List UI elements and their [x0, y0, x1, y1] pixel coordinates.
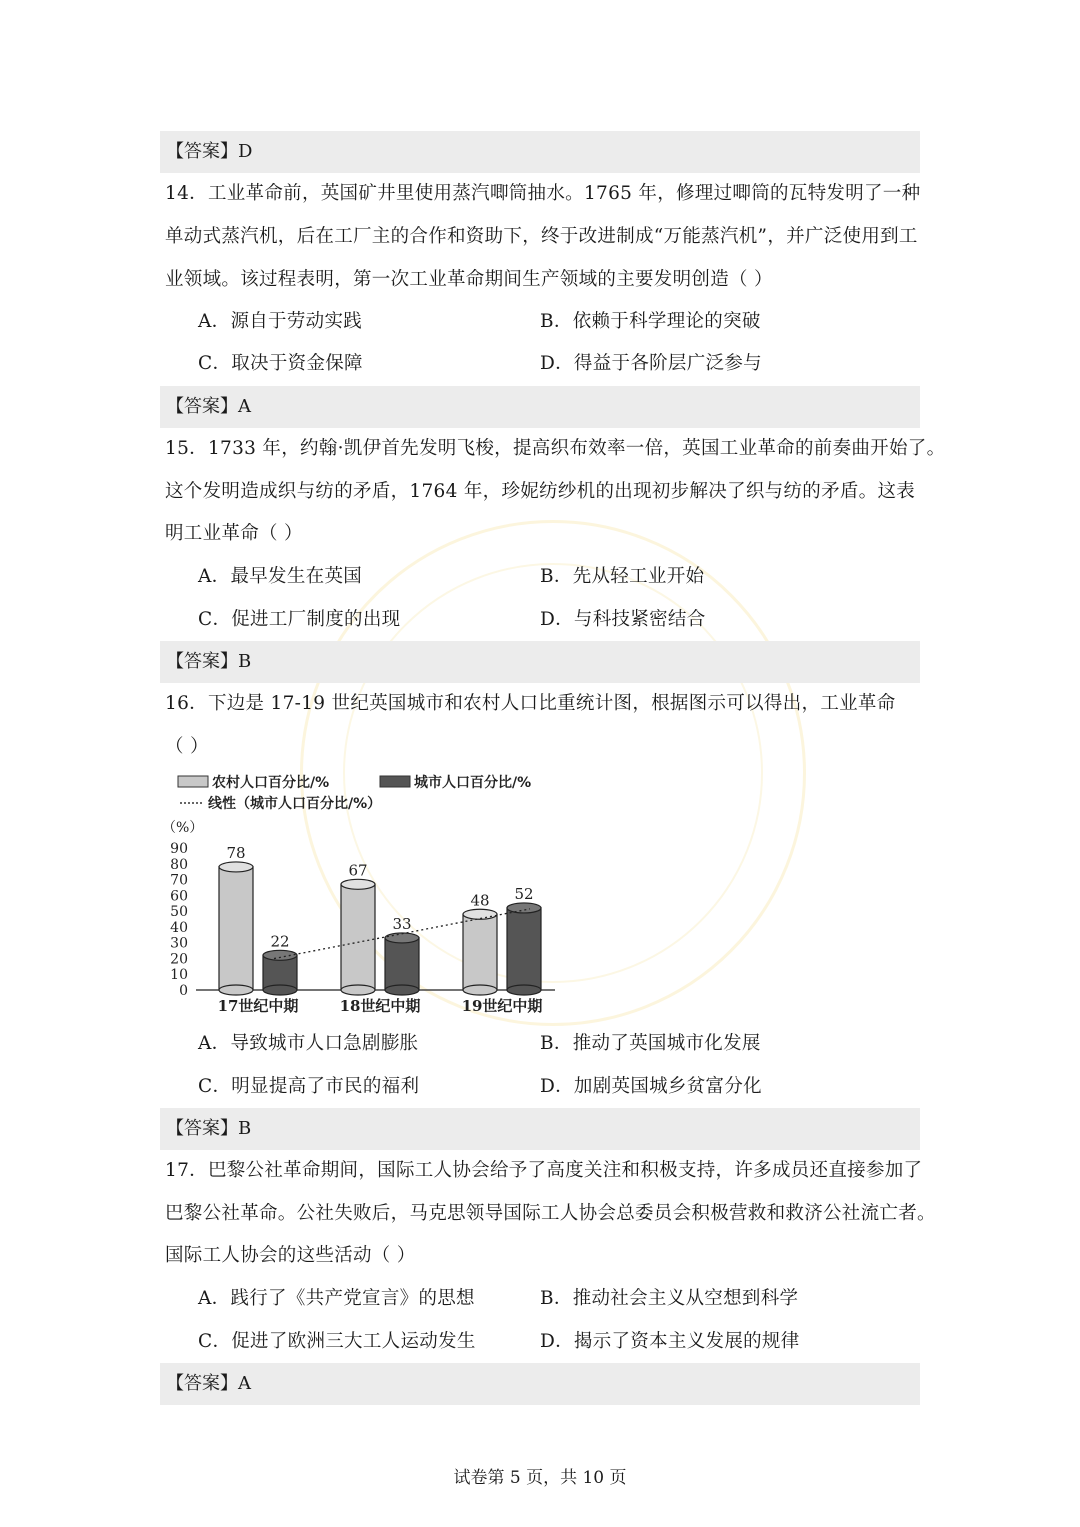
bar-base [507, 985, 541, 995]
bar-urban [507, 903, 541, 995]
data-label: 52 [514, 884, 534, 903]
y-axis-ticks [170, 841, 188, 999]
bar-rural [463, 909, 497, 995]
legend-swatch-urban [380, 776, 410, 787]
question-16-line-1: 16．下边是 17-19 世纪英国城市和农村人口比重统计图，根据图示可以得出，工业革命 [165, 693, 896, 714]
legend-swatch-rural [178, 776, 208, 787]
bars-group [219, 862, 541, 995]
bar-base [219, 985, 253, 995]
category-labels-group [218, 997, 543, 1015]
category-label: 17世纪中期 [217, 997, 299, 1015]
bar-cap [463, 909, 497, 919]
question-17-line-1: 17．巴黎公社革命期间，国际工人协会给予了高度关注和积极支持，许多成员还直接参加了 [165, 1160, 923, 1181]
question-14-line-2: 单动式蒸汽机，后在工厂主的合作和资助下，终于改进制成“万能蒸汽机”，并广泛使用到工 [165, 226, 918, 247]
answer-q15: 【答案】B [160, 641, 920, 683]
y-tick-label: 10 [170, 967, 188, 984]
category-label: 19世纪中期 [461, 997, 543, 1015]
q17-option-b: B．推动社会主义从空想到科学 [540, 1288, 799, 1309]
bar-base [341, 985, 375, 995]
question-17-line-2: 巴黎公社革命。公社失败后，马克思领导国际工人协会总委员会积极营救和救济公社流亡者。 [165, 1203, 936, 1224]
question-14-line-3: 业领域。该过程表明，第一次工业革命期间生产领域的主要发明创造（ ） [165, 269, 773, 290]
bar-base [463, 985, 497, 995]
y-tick-label: 20 [170, 951, 188, 968]
data-label: 78 [226, 843, 246, 862]
bar-cap [263, 950, 297, 960]
question-17-line-3: 国际工人协会的这些活动（ ） [165, 1245, 416, 1266]
y-axis-label: （%） [162, 820, 204, 836]
question-14-line-1: 14．工业革命前，英国矿井里使用蒸汽唧筒抽水。1765 年，修理过唧筒的瓦特发明了一种 [165, 183, 921, 204]
legend-label-trendline: 线性（城市人口百分比/%） [208, 796, 382, 812]
y-tick-label: 90 [170, 841, 188, 857]
q14-option-a: A．源自于劳动实践 [198, 311, 363, 332]
q16-option-b: B．推动了英国城市化发展 [540, 1033, 761, 1054]
data-label: 33 [392, 914, 412, 933]
q17-option-c: C．促进了欧洲三大工人运动发生 [198, 1331, 476, 1352]
q14-option-b: B．依赖于科学理论的突破 [540, 311, 761, 332]
data-label: 67 [348, 861, 368, 880]
y-tick-label: 40 [170, 919, 188, 936]
bar-cap [341, 879, 375, 889]
q15-option-b: B．先从轻工业开始 [540, 566, 705, 587]
q15-option-a: A．最早发生在英国 [198, 566, 363, 587]
q15-option-c: C．促进工厂制度的出现 [198, 609, 401, 630]
answer-q13: 【答案】D [160, 131, 920, 173]
q17-option-a: A．践行了《共产党宣言》的思想 [198, 1288, 475, 1309]
y-tick-label: 30 [170, 935, 188, 952]
question-16-line-2: （ ） [165, 736, 209, 757]
bar-cap [385, 933, 419, 943]
answer-q16: 【答案】B [160, 1108, 920, 1150]
bar-base [263, 985, 297, 995]
bar-cap [219, 862, 253, 872]
category-label: 18世纪中期 [339, 997, 421, 1015]
q16-option-a: A．导致城市人口急剧膨胀 [198, 1033, 419, 1054]
legend-label-rural: 农村人口百分比/% [212, 775, 330, 791]
bar-rural [219, 862, 253, 995]
data-label: 48 [470, 891, 490, 910]
bar-urban [385, 933, 419, 995]
bar-cap [507, 903, 541, 913]
q17-option-d: D．揭示了资本主义发展的规律 [540, 1331, 800, 1352]
answer-q14: 【答案】A [160, 386, 920, 428]
bar-base [385, 985, 419, 995]
bar-body [507, 908, 541, 990]
bar-rural [341, 879, 375, 995]
bar-body [219, 867, 253, 990]
answer-q17: 【答案】A [160, 1363, 920, 1405]
y-tick-label: 80 [170, 856, 188, 873]
bar-body [385, 938, 419, 990]
q16-option-c: C．明显提高了市民的福利 [198, 1076, 420, 1097]
legend-label-urban: 城市人口百分比/% [414, 775, 532, 791]
y-tick-label: 60 [170, 888, 188, 905]
question-15-line-1: 15．1733 年，约翰·凯伊首先发明飞梭，提高织布效率一倍，英国工业革命的前奏曲开始了。 [165, 438, 946, 459]
y-tick-label: 70 [170, 872, 188, 889]
data-label: 22 [270, 932, 290, 951]
q16-option-d: D．加剧英国城乡贫富分化 [540, 1076, 762, 1097]
bar-body [341, 884, 375, 990]
question-15-line-3: 明工业革命（ ） [165, 523, 303, 544]
page-footer: 试卷第 5 页，共 10 页 [453, 1468, 627, 1488]
q14-option-d: D．得益于各阶层广泛参与 [540, 353, 762, 374]
q14-option-c: C．取决于资金保障 [198, 353, 363, 374]
y-tick-label: 50 [170, 904, 188, 921]
y-tick-label: 0 [179, 983, 188, 999]
population-chart [160, 768, 580, 1023]
bar-body [463, 914, 497, 990]
question-15-line-2: 这个发明造成织与纺的矛盾，1764 年，珍妮纺纱机的出现初步解决了织与纺的矛盾。这表 [165, 481, 916, 502]
q15-option-d: D．与科技紧密结合 [540, 609, 706, 630]
